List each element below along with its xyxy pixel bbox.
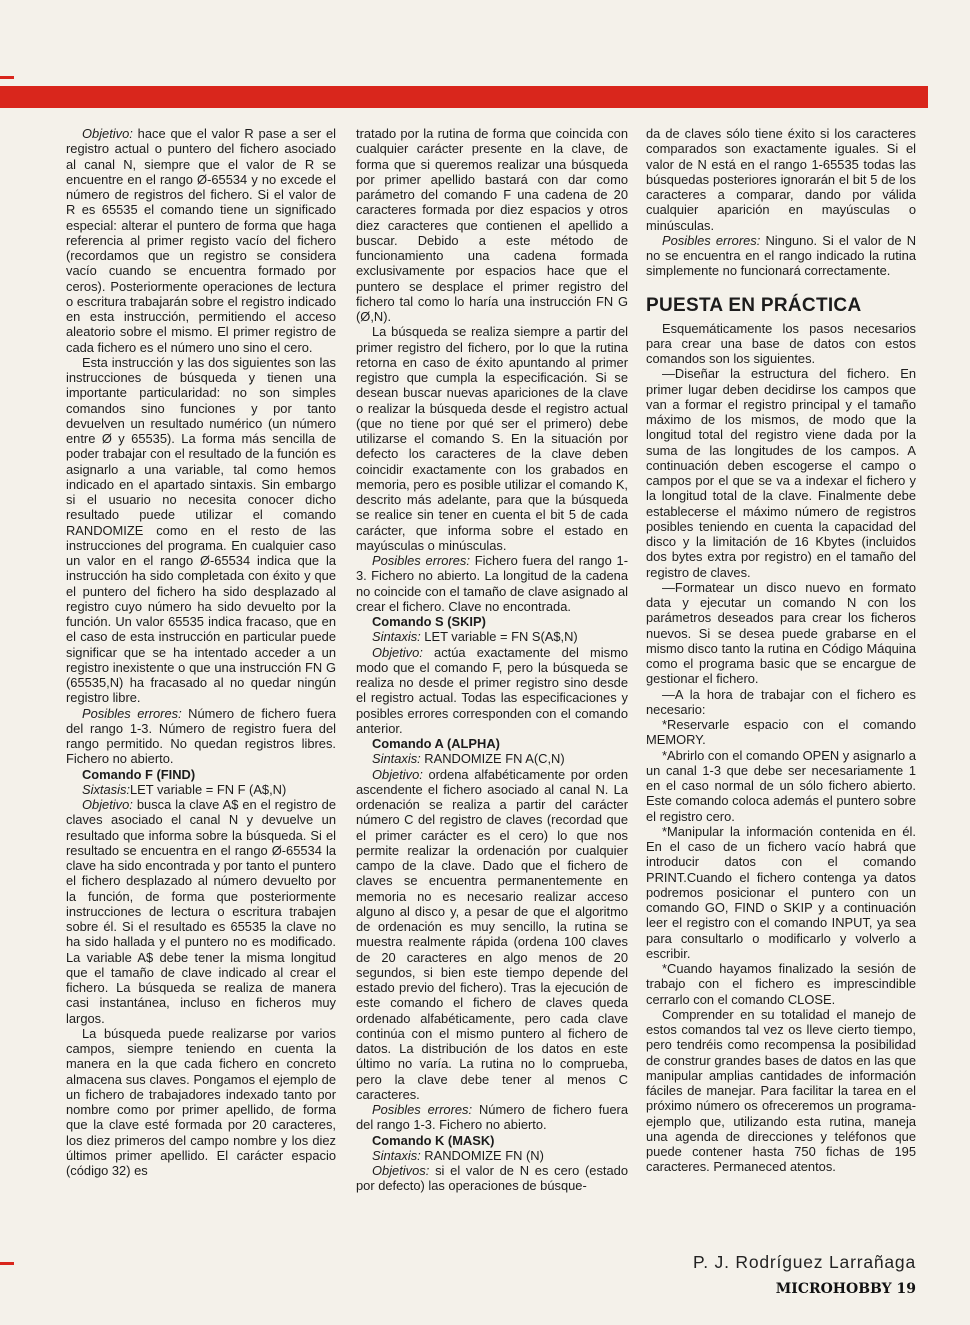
paragraph-text: —A la hora de trabajar con el fichero es necesario: xyxy=(646,686,916,717)
paragraph xyxy=(66,355,336,706)
paragraph-text: ordena alfabéticamente por orden ascendente el fichero asociado al canal N. La ordenación se realiza a partir del carácter número C del registro de claves (recordad que el primer carácter es el cero) lo que nos permite realizar la ordenación por cualquier campo de la clave. Dado que el fichero de claves se encuentra permanentemente en memoria no es necesario realizar acceso alguno al disco y, a pesar de que el algoritmo de ordenación es muy sencillo, la rutina se muestra realmente rápida (ordena 100 claves de 20 caracteres en algo menos de 20 segundos, si bien este tiempo depende del estado previo del fichero). Tras la ejecución de este comando el fichero de claves queda ordenado alfabéticamente, pero cada clave continúa con el mismo puntero al fichero de datos. La distribución de los datos en este último no varía. La rutina no lo comprueba, pero la clave debe tener al menos C caracteres. xyxy=(356,766,628,1102)
paragraph xyxy=(646,687,916,718)
paragraph-text: LET variable = FN S(A$,N) xyxy=(420,629,578,645)
paragraph-label: Posibles errores: xyxy=(82,705,182,721)
paragraph-text: RANDOMIZE FN (N) xyxy=(420,1147,544,1163)
paragraph-label: Objetivo: xyxy=(372,644,423,660)
paragraph xyxy=(66,782,336,797)
section-heading: PUESTA EN PRÁCTICA xyxy=(646,294,862,316)
paragraph-text: tratado por la rutina de forma que coincida con cualquier carácter presente en la clave, de forma que si queremos realizar una búsqueda por primer apellido bastará con dar como parámetro del comando F una cadena de 20 caracteres formada por diez espacios y otros diez caracteres que contienen el apellido a buscar. Debido a este método de funcionamiento una cadena formada exclusivamente por espacios hace que el puntero se desplace el primer registro del fichero tal como lo haría una instrucción FN G (Ø,N). xyxy=(356,126,628,324)
paragraph xyxy=(356,553,628,614)
paragraph xyxy=(646,321,916,367)
paragraph-label: Objetivos: xyxy=(372,1163,430,1178)
paragraph xyxy=(646,717,916,748)
paragraph xyxy=(356,1148,628,1163)
paragraph-text: Ninguno. Si el valor de N no se encuentra en el rango indicado la rutina simplemente no funcionará correctamente. xyxy=(646,232,917,279)
paragraph xyxy=(356,126,628,324)
paragraph xyxy=(356,1102,628,1133)
paragraph-text: *Abrirlo con el comando OPEN y asignarlo a un canal 1-3 que debe ser necesariamente 1 en el caso normal de un sólo fichero abierto. Este comando coloca además el puntero sobre el registro cero. xyxy=(646,747,916,824)
paragraph xyxy=(66,1026,336,1179)
paragraph xyxy=(646,580,916,687)
paragraph xyxy=(66,797,336,1026)
paragraph-text: La búsqueda se realiza siempre a partir del primer registro del fichero, por lo que la rutina retorna en caso de éxito apuntando al primer registro que cumpla la especificación. Si se desean buscar nuevas apariciones de la clave o realizar la búsqueda desde el registro actual (que no tiene por qué ser el primero) debe utilizarse el comando S. En la situación por defecto los caracteres de la clave deben coincidir exactamente con los grabados en memoria, pero es posible utilizar el comando K, descrito más adelante, para que la búsqueda se realice sin tener en cuenta el bit 5 de cada carácter, que informa sobre el estado en mayúsculas o minúsculas. xyxy=(356,324,628,553)
paragraph-text: Fichero fuera del rango 1-3. Fichero no abierto. La longitud de la cadena no coincide con el tamaño de clave asignado al crear el fichero. Clave no encontrada. xyxy=(356,553,629,614)
command-heading: Comando F (FIND) xyxy=(82,766,196,782)
paragraph-text: da de claves sólo tiene éxito si los caracteres comparados son exactamente iguales. Si el valor de N está en el rango 1-65535 todas las búsquedas posteriores ignorarán el bit 5 de los caracteres a comparar, dando por válida cualquier aparición en mayúsculas o minúsculas. xyxy=(646,126,916,233)
paragraph xyxy=(66,706,336,767)
paragraph xyxy=(356,645,628,737)
author-signature: P. J. Rodríguez Larrañaga xyxy=(692,1252,916,1272)
paragraph-label: Sixtasis: xyxy=(82,781,130,797)
paragraph xyxy=(356,629,628,644)
paragraph xyxy=(356,1163,628,1194)
paragraph xyxy=(646,1007,916,1175)
paragraph-label: Posibles errores: xyxy=(662,232,761,248)
paragraph-text: La búsqueda puede realizarse por varios campos, siempre teniendo en cuenta la manera en la que cada fichero en concreto almacena sus claves. Pongamos el ejemplo de un fichero de trabajadores indexado tanto por nombre como por primer apellido, de forma que la clave esté formada por 20 caracteres, los diez primeros del campo nombre y los diez últimos primer apellido. El carácter espacio (código 32) es xyxy=(66,1025,336,1178)
paragraph-text: —Formatear un disco nuevo en formato data y ejecutar un comando N con los parámetros deseados para crear los ficheros nuevos. Si se desea puede grabarse en el mismo disco tanto la rutina en Código Máquina como el programa basic que se encargue de gestionar el fichero. xyxy=(646,579,916,687)
paragraph xyxy=(646,961,916,1007)
article-column-2 xyxy=(356,126,628,1194)
command-heading: Comando S (SKIP) xyxy=(372,614,486,629)
paragraph-label: Sintaxis: xyxy=(372,751,421,767)
paragraph-text: Esta instrucción y las dos siguientes son las instrucciones de búsqueda y tienen una importante particularidad: no son simples comandos sino funciones y por tanto devuelven un resultado numérico (un número entre Ø y 65535). La forma más sencilla de poder trabajar con el resultado de la función es asignarlo a una variable, tal como hemos indicado en el apartado sintaxis. Sin embargo si el usuario no necesita conocer dicho resultado puede utilizar el comando RANDOMIZE como en el resto de las instrucciones del programa. En cualquier caso un valor en el rango Ø-65534 indica que la instrucción ha sido completada con éxito y que el puntero del fichero ha sido desplazado al registro cuyo número ha sido devuelto por la función. Un valor 65535 indica fracaso, que en el caso de esta instrucción en particular puede significar que se ha intentado acceder a un registro inexistente o que una instrucción FN G (65535,N) ha fracasado al no quedar ningún registro libre. xyxy=(66,354,336,706)
paragraph-text: actúa exactamente del mismo modo que el comando F, pero la búsqueda se realiza no desde el primer registro sino desde el registro actual. Todas las especificaciones y posibles errores corresponden con el comando anterior. xyxy=(356,644,628,736)
command-heading: Comando K (MASK) xyxy=(372,1132,495,1148)
article-column-3 xyxy=(646,126,916,1175)
page-footer: MICROHOBBY 19 xyxy=(775,1281,916,1297)
paragraph-text: Esquemáticamente los pasos necesarios para crear una base de datos con estos comandos son los siguientes. xyxy=(646,320,916,366)
paragraph-text: —Diseñar la estructura del fichero. En primer lugar deben decidirse los campos que van a formar el registro principal y el tamaño máximo de los mismos, de modo que la longitud total del registro viene dada por la suma de las longitudes de los campos. A continuación deben escogerse el campo o campos por el que se va a indexar el fichero y la longitud total de la clave. Finalmente debe establecerse el máximo número de registros posibles teniendo en cuenta la capacidad del disco y la limitación de 16 Kbytes (incluidos dos bytes extra por registro) en el tamaño del registro de claves. xyxy=(646,366,916,580)
paragraph-label: Objetivo: xyxy=(372,766,423,782)
paragraph xyxy=(356,324,628,553)
paragraph-label: Sintaxis: xyxy=(372,1147,421,1163)
red-header-bar xyxy=(0,86,928,108)
paragraph xyxy=(646,748,916,824)
paragraph xyxy=(356,767,628,1103)
margin-mark-top xyxy=(0,76,14,79)
paragraph-text: *Reservarle espacio con el comando MEMORY. xyxy=(646,717,916,748)
paragraph-text: RANDOMIZE FN A(C,N) xyxy=(420,751,565,767)
paragraph-text: Número de fichero fuera del rango 1-3. Fichero no abierto. xyxy=(356,1102,628,1133)
paragraph xyxy=(646,233,916,279)
paragraph-text: LET variable = FN F (A$,N) xyxy=(130,781,287,797)
paragraph-text: si el valor de N es cero (estado por defecto) las operaciones de búsque- xyxy=(356,1163,628,1194)
margin-mark-bottom xyxy=(0,1262,14,1265)
article-column-1 xyxy=(66,126,336,1178)
command-heading: Comando A (ALPHA) xyxy=(372,736,500,751)
paragraph-text: hace que el valor R pase a ser el registro actual o puntero del fichero asociado al canal N, siempre que el valor de R se encuentre en el rango Ø-65534 y no excede el número de registros del fichero. Si el valor de R es 65535 el comando tiene un significado especial: alterar el puntero de forma que haga referencia al primer registo vacío del fichero (recordamos que un registro se considera vacío cuando se encuentra formado por ceros). Posteriormente operaciones de lectura o escritura trabajarán sobre el registro indicado en esta instrucción, permitiendo el acceso aleatorio sobre el mismo. El primer registro de cada fichero es el número uno sino el cero. xyxy=(66,126,336,355)
paragraph-label: Objetivo: xyxy=(82,126,133,141)
paragraph-text: busca la clave A$ en el registro de claves asociado el canal N y devuelve un resultado que informa sobre la búsqueda. Si el resultado se encuentra en el rango Ø-65534 la clave ha sido encontrada y por tanto el puntero el fichero desplazado al número devuelto por la función, de forma que posteriormente instrucciones de lectura o escritura trabajen sobre él. Si el resultado es 65535 la clave no ha sido hallada y el puntero no es modificado. La variable A$ debe tener la misma longitud que el tamaño de clave indicado al crear el fichero. La búsqueda se realiza de manera casi instantánea, incluso en ficheros muy largos. xyxy=(66,797,336,1026)
paragraph-label: Sintaxis: xyxy=(372,629,421,645)
paragraph-text: *Cuando hayamos finalizado la sesión de trabajo con el fichero es imprescindible cerrarlo con el comando CLOSE. xyxy=(646,961,916,1007)
paragraph xyxy=(646,126,916,233)
paragraph-text: Número de fichero fuera del rango 1-3. Número de registro fuera del rango permitido. No quedan registros libres. Fichero no abierto. xyxy=(66,705,336,767)
paragraph-text: *Manipular la información contenida en él. En el caso de un fichero vacío habrá que introducir datos con el comando PRINT.Cuando el fichero contenga ya datos podremos posicionar el puntero con un comando GO, FIND o SKIP y a continuación leer el registro con el comando INPUT, ya sea para consultarlo o modificarlo y volverlo a escribir. xyxy=(646,823,916,961)
paragraph xyxy=(356,751,628,766)
paragraph-label: Posibles errores: xyxy=(372,1102,473,1117)
paragraph-text: Comprender en su totalidad el manejo de estos comandos tal vez os lleve cierto tiempo, pero tendréis como recompensa la posibilidad de construr grandes bases de datos en las que manipular amplias cantidades de información fáciles de manejar. Para facilitar la tarea en el próximo número os ofreceremos un programa-ejemplo que, utilizando esta rutina, maneja una agenda de direcciones y teléfonos que puede contener hasta 750 fichas de 195 caracteres. Permaneced atentos. xyxy=(646,1006,916,1175)
paragraph xyxy=(646,824,916,961)
paragraph-label: Posibles errores: xyxy=(372,553,470,568)
paragraph-label: Objetivo: xyxy=(82,797,133,812)
paragraph xyxy=(646,366,916,580)
paragraph xyxy=(66,126,336,355)
